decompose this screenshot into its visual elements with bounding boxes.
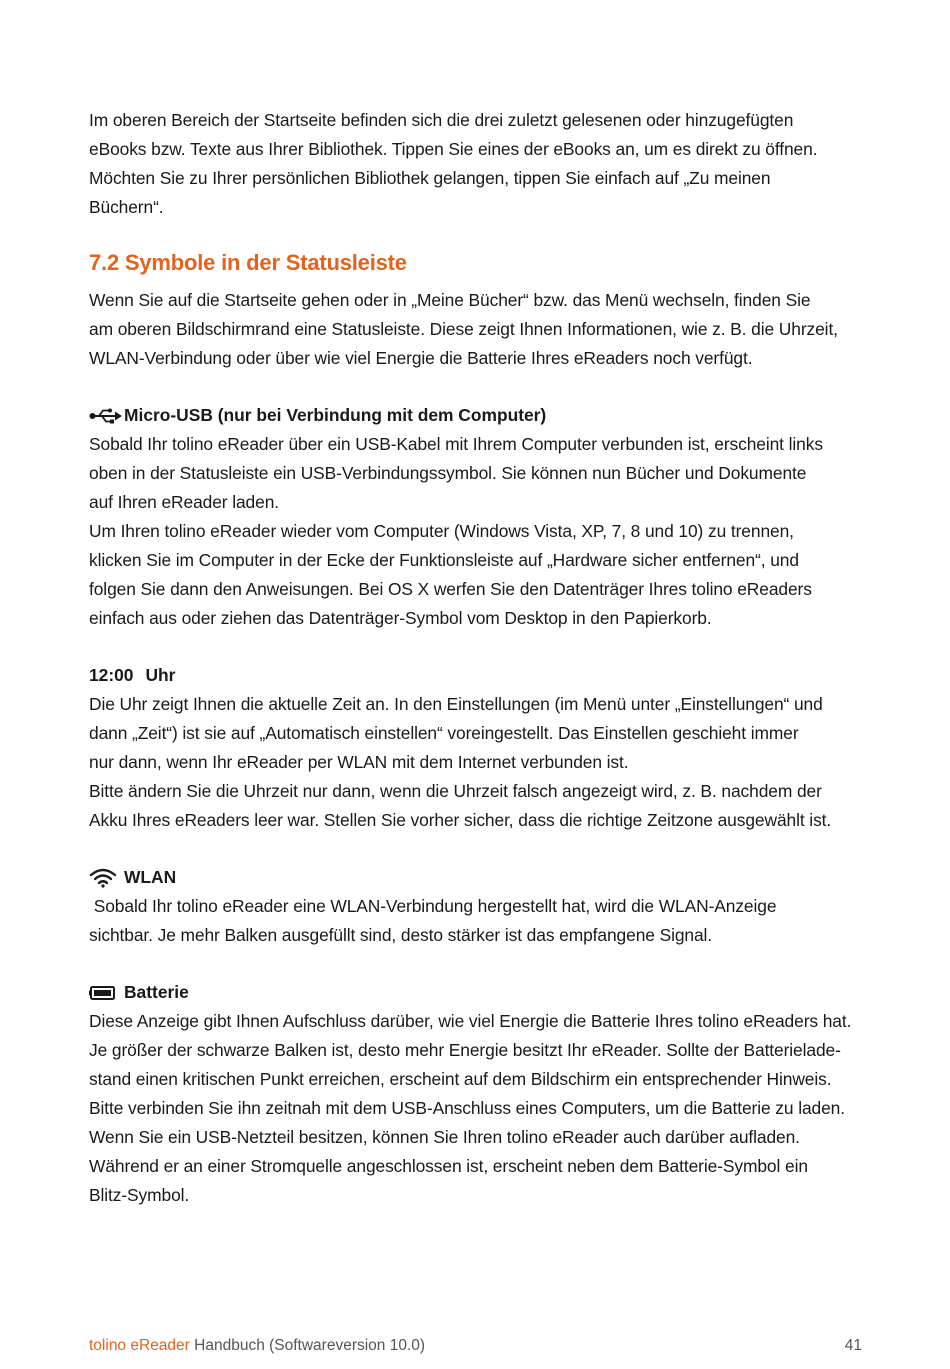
wlan-heading-text: WLAN [124, 867, 177, 887]
intro-paragraph: Im oberen Bereich der Startseite befinden sich die drei zuletzt gelesenen oder hinzugefügten eBooks bzw. Texte aus Ihrer Bibliothek. Tippen Sie eines der eBooks an, um es direkt zu öffnen. Möchten Sie zu Ihrer persönlichen Bibliothek gelangen, tippen Sie einfach auf „Zu meinen Büchern“. [89, 110, 818, 217]
battery-heading-text: Batterie [124, 982, 189, 1002]
footer-rest: Handbuch (Softwareversion 10.0) [194, 1337, 426, 1354]
clock-time: 12:00 [89, 665, 134, 685]
wlan-paragraph: Sobald Ihr tolino eReader eine WLAN-Verbindung hergestellt hat, wird die WLAN-Anzeige sichtbar. Je mehr Balken ausgefüllt sind, desto stärker ist das empfangene Signal. [89, 896, 777, 945]
usb-paragraph: Sobald Ihr tolino eReader über ein USB-Kabel mit Ihrem Computer verbunden ist, erscheint links oben in der Statusleiste ein USB-Verbindungssymbol. Sie können nun Bücher und Dokumente auf Ihren eReader laden. Um Ihren tolino eReader wieder vom Computer (Windows Vista, XP, 7, 8 und 10) zu trennen, klicken Sie im Computer in der Ecke der Funktionsleiste auf „Hardware sicher entfernen“, und folgen Sie dann den Anweisungen. Bei OS X werfen Sie den Datenträger Ihres tolino eReaders einfach aus oder ziehen das Datenträger-Symbol vom Desktop in den Papierkorb. [89, 434, 823, 628]
page-number: 41 [844, 1337, 862, 1354]
section-intro-paragraph: Wenn Sie auf die Startseite gehen oder in „Meine Bücher“ bzw. das Menü wechseln, finden Sie am oberen Bildschirmrand eine Statusleiste. Diese zeigt Ihnen Informationen, wie z. B. die Uhrzeit, WLAN-Verbindung oder über wie viel Energie die Batterie Ihres eReaders noch verfügt. [89, 290, 838, 368]
section-title: 7.2 Symbole in der Statusleiste [89, 250, 407, 275]
footer-brand: tolino [89, 1337, 127, 1354]
clock-paragraph: Die Uhr zeigt Ihnen die aktuelle Zeit an. In den Einstellungen (im Menü unter „Einstellungen“ und dann „Zeit“) ist sie auf „Automatisch einstellen“ voreingestellt. Das Einstellen geschieht immer nur dann, wenn Ihr eReader per WLAN mit dem Internet verbunden ist. Bitte ändern Sie die Uhrzeit nur dann, wenn die Uhrzeit falsch angezeigt wird, z. B. nachdem der Akku Ihres eReaders leer war. Stellen Sie vorher sicher, dass die richtige Zeitzone ausgewählt ist. [89, 694, 832, 830]
usb-heading-text: Micro-USB (nur bei Verbindung mit dem Computer) [124, 405, 547, 425]
page-content [89, 106, 867, 1210]
wlan-heading [89, 863, 867, 892]
footer-product: eReader [130, 1337, 190, 1354]
wifi-icon [89, 868, 124, 888]
footer-title [89, 1335, 425, 1357]
clock-heading-text: Uhr [145, 665, 176, 685]
battery-icon [89, 983, 124, 1003]
battery-heading [89, 978, 867, 1007]
clock-heading [89, 661, 867, 690]
usb-heading [89, 401, 867, 430]
usb-icon [89, 406, 124, 426]
battery-paragraph: Diese Anzeige gibt Ihnen Aufschluss darüber, wie viel Energie die Batterie Ihres tolino eReaders hat. Je größer der schwarze Balken ist, desto mehr Energie besitzt Ihr eReader. Sollte der Batterielade- stand einen kritischen Punkt erreichen, erscheint auf dem Bildschirm ein entsprechender Hinweis. Bitte verbinden Sie ihn zeitnah mit dem USB-Anschluss eines Computers, um die Batterie zu laden. Wenn Sie ein USB-Netzteil besitzen, können Sie Ihren tolino eReader auch darüber aufladen. Während er an einer Stromquelle angeschlossen ist, erscheint neben dem Batterie-Symbol ein Blitz-Symbol. [89, 1011, 852, 1205]
page-footer [89, 1335, 862, 1357]
